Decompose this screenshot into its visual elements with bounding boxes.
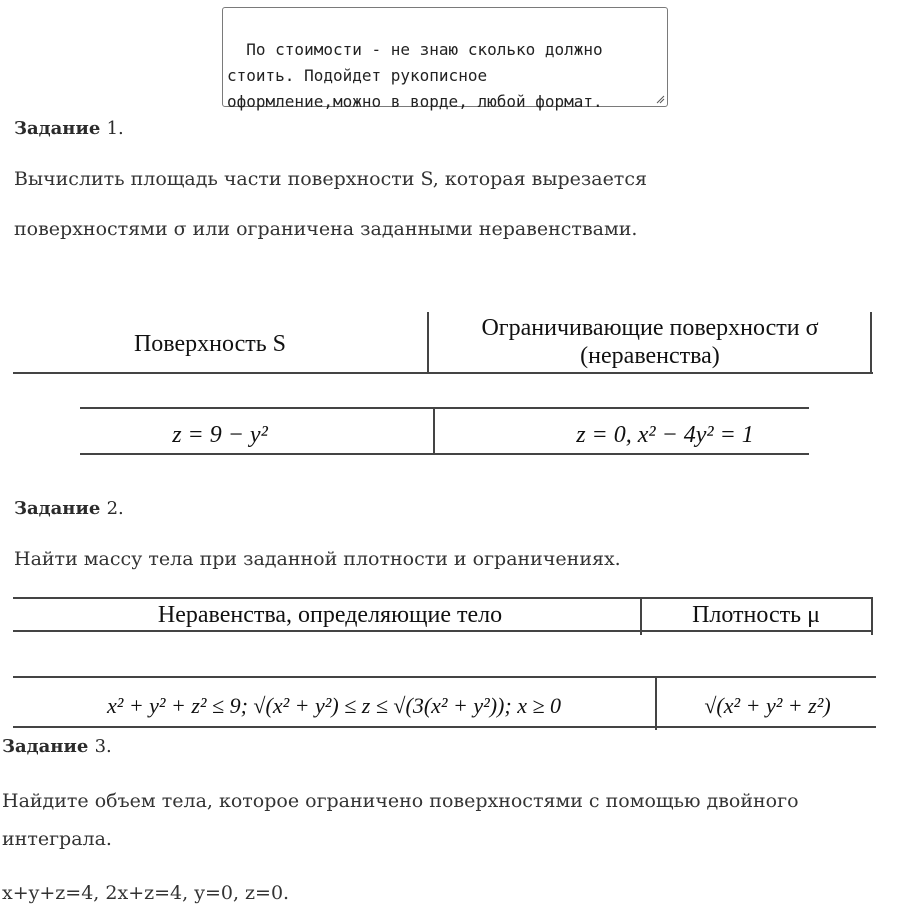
task2-col1-header: Неравенства, определяющие тело: [157, 602, 503, 628]
task1-data-table: [0, 405, 912, 460]
task2-heading-num: 2.: [106, 498, 124, 519]
task2-density-formula: √(x² + y² + z²): [704, 693, 831, 718]
task1-heading: [14, 118, 124, 139]
task1-surface-formula: z = 9 − y²: [172, 422, 268, 448]
task1-col2-header: Ограничивающие поверхности σ (неравенства): [481, 315, 819, 369]
task3-heading-word: Задание: [2, 736, 89, 757]
task2-header-table: [0, 595, 912, 640]
task1-text-line2: поверхностями σ или ограничена заданными неравенствами.: [14, 218, 638, 240]
task3-heading-num: 3.: [94, 736, 112, 757]
task3-text-line1: Найдите объем тела, которое ограничено поверхностями с помощью двойного: [2, 790, 799, 812]
task1-col1-header: Поверхность S: [133, 331, 287, 357]
task2-text-line1: Найти массу тела при заданной плотности и ограничениях.: [14, 548, 621, 570]
task1-heading-num: 1.: [106, 118, 124, 139]
note-textarea[interactable]: [222, 7, 668, 111]
task2-data-table: [0, 672, 912, 732]
task2-heading-word: Задание: [14, 498, 101, 519]
task1-bounds-formula: z = 0, x² − 4y² = 1: [576, 422, 754, 448]
task1-heading-word: Задание: [14, 118, 101, 139]
resize-grip-icon[interactable]: [655, 94, 665, 104]
task1-text-line1: Вычислить площадь части поверхности S, которая вырезается: [14, 168, 647, 190]
note-text: По стоимости - не знаю сколько должно стоить. Подойдет рукописное оформление,можно в ворде, любой формат.: [227, 40, 603, 111]
task3-equations: x+y+z=4, 2x+z=4, y=0, z=0.: [2, 882, 290, 904]
task2-heading: [14, 498, 124, 519]
task2-col2-header: Плотность μ: [692, 602, 820, 628]
task2-inequalities-formula: x² + y² + z² ≤ 9; √(x² + y²) ≤ z ≤ √(3(x² + y²)); x ≥ 0: [106, 693, 562, 718]
task1-header-table: [0, 310, 912, 380]
task3-text-line2: интеграла.: [2, 828, 112, 850]
task3-heading: [2, 736, 112, 757]
